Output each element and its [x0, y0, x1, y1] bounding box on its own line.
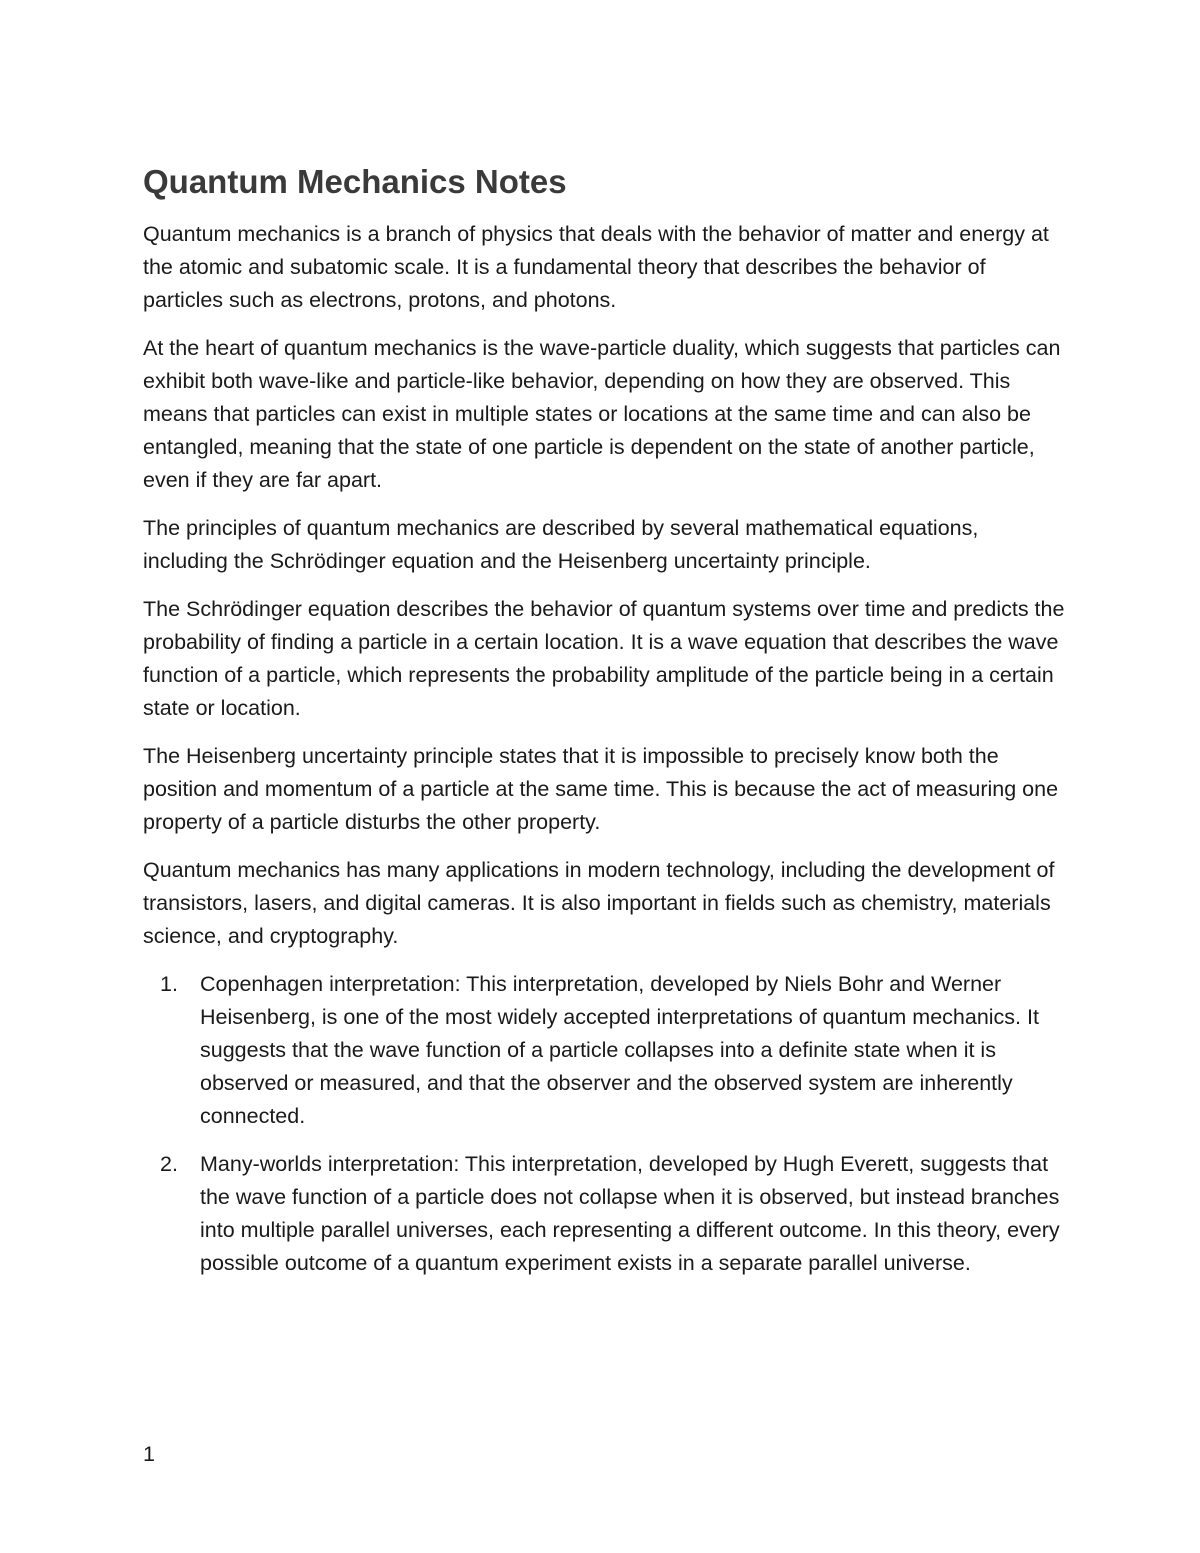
paragraph-wave-particle-duality: At the heart of quantum mechanics is the wave-particle duality, which suggests that particles can exhibit both wave-like and particle-like behavior, depending on how they are observed. This means that particles can exist in multiple states or locations at the same time and can also be entangled, meaning that the state of one particle is dependent on the state of another particle, even if they are far apart. [143, 336, 1061, 492]
document-content [143, 160, 1068, 1295]
page-number: 1 [143, 1442, 155, 1466]
paragraph-intro: Quantum mechanics is a branch of physics that deals with the behavior of matter and energy at the atomic and subatomic scale. It is a fundamental theory that describes the behavior of particles such as electrons, protons, and photons. [143, 222, 1049, 312]
list-item-number: 1. [160, 972, 178, 996]
paragraph-heisenberg: The Heisenberg uncertainty principle states that it is impossible to precisely know both the position and momentum of a particle at the same time. This is because the act of measuring one property of a particle disturbs the other property. [143, 744, 1059, 834]
paragraph-schrodinger: The Schrödinger equation describes the behavior of quantum systems over time and predicts the probability of finding a particle in a certain location. It is a wave equation that describes the wave function of a particle, which represents the probability amplitude of the particle being in a certain state or location. [143, 597, 1065, 720]
paragraph-applications: Quantum mechanics has many applications in modern technology, including the development of transistors, lasers, and digital cameras. It is also important in fields such as chemistry, materials science, and cryptography. [143, 858, 1055, 948]
document-title: Quantum Mechanics Notes [143, 163, 567, 200]
list-item [143, 1148, 1068, 1280]
interpretations-list [143, 968, 1068, 1280]
paragraph-principles: The principles of quantum mechanics are described by several mathematical equations, including the Schrödinger equation and the Heisenberg uncertainty principle. [143, 516, 979, 573]
list-item [143, 968, 1068, 1133]
list-item-number: 2. [160, 1152, 178, 1176]
list-item-text: Many-worlds interpretation: This interpretation, developed by Hugh Everett, suggests that the wave function of a particle does not collapse when it is observed, but instead branches into multiple parallel universes, each representing a different outcome. In this theory, every possible outcome of a quantum experiment exists in a separate parallel universe. [200, 1152, 1060, 1275]
list-item-text: Copenhagen interpretation: This interpretation, developed by Niels Bohr and Werner Heisenberg, is one of the most widely accepted interpretations of quantum mechanics. It suggests that the wave function of a particle collapses into a definite state when it is observed or measured, and that the observer and the observed system are inherently connected. [200, 972, 1039, 1128]
